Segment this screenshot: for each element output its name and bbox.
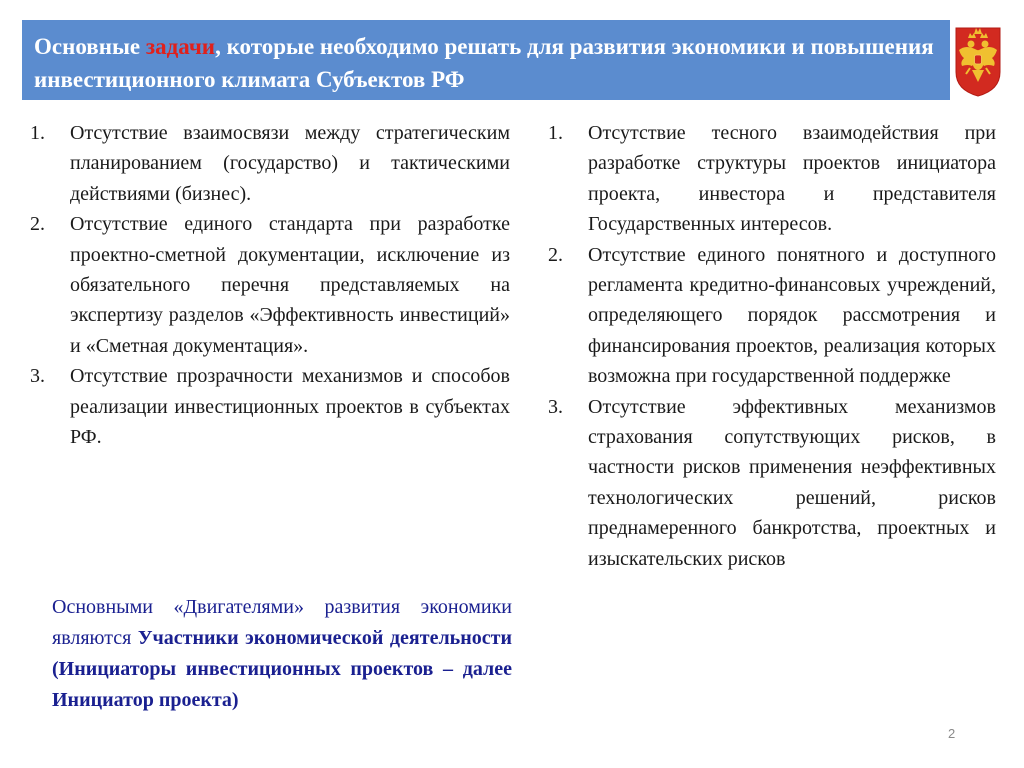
russian-coat-of-arms-icon xyxy=(950,20,1006,100)
list-item xyxy=(30,118,510,209)
list-item-number: 1. xyxy=(30,122,45,144)
list-item-text: Отсутствие эффективных механизмов страхования сопутствующих рисков, в частности рисков применения неэффективных технологических решений, рисков преднамеренного банкротства, проектных и изыскательских рисков xyxy=(588,395,996,570)
list-item-text: Отсутствие прозрачности механизмов и способов реализации инвестиционных проектов в субъектах РФ. xyxy=(70,365,510,449)
engines-intro-text: Основными «Двигателями» развития экономики являются xyxy=(52,596,512,649)
list-item-number: 1. xyxy=(548,122,563,144)
list-item-text: Отсутствие взаимосвязи между стратегическим планированием (государство) и тактическими действиями (бизнес). xyxy=(70,122,510,205)
list-item-text: Отсутствие единого стандарта при разработке проектно-сметной документации, исключение из обязательного перечня представляемых на экспертизу разделов «Эффективность инвестиций» и «Сметная документация». xyxy=(70,213,510,357)
list-item-number: 2. xyxy=(548,243,563,266)
list-item xyxy=(30,361,510,452)
engines-highlight-text: Участники экономической деятельности (Инициаторы инвестиционных проектов – далее Инициатор проекта) xyxy=(52,627,512,711)
title-part-1: Основные xyxy=(34,34,146,59)
economic-engines-statement xyxy=(52,592,512,716)
title-accent-word: задачи xyxy=(145,34,216,59)
page-number: 2 xyxy=(948,726,956,741)
list-item-text: Отсутствие единого понятного и доступного регламента кредитно-финансовых учреждений, определяющего порядок рассмотрения и финансирования проектов, реализация которых возможна при государственной поддержке xyxy=(588,243,996,388)
title-banner xyxy=(22,20,950,100)
list-item-number: 2. xyxy=(30,213,45,236)
list-item-number: 3. xyxy=(30,365,45,388)
list-item-text: Отсутствие тесного взаимодействия при разработке структуры проектов инициатора проекта, инвестора и представителя Государственных интересов. xyxy=(588,122,996,236)
list-item xyxy=(30,209,510,361)
left-problems-list xyxy=(30,118,510,452)
list-item xyxy=(548,392,996,574)
list-item xyxy=(548,118,996,240)
list-item xyxy=(548,240,996,392)
right-problems-list xyxy=(548,118,996,574)
title-part-2: , которые необходимо решать для развития экономики и повышения инвестиционного климата Субъектов РФ xyxy=(34,34,934,92)
list-item-number: 3. xyxy=(548,395,563,418)
slide-title xyxy=(34,30,938,96)
